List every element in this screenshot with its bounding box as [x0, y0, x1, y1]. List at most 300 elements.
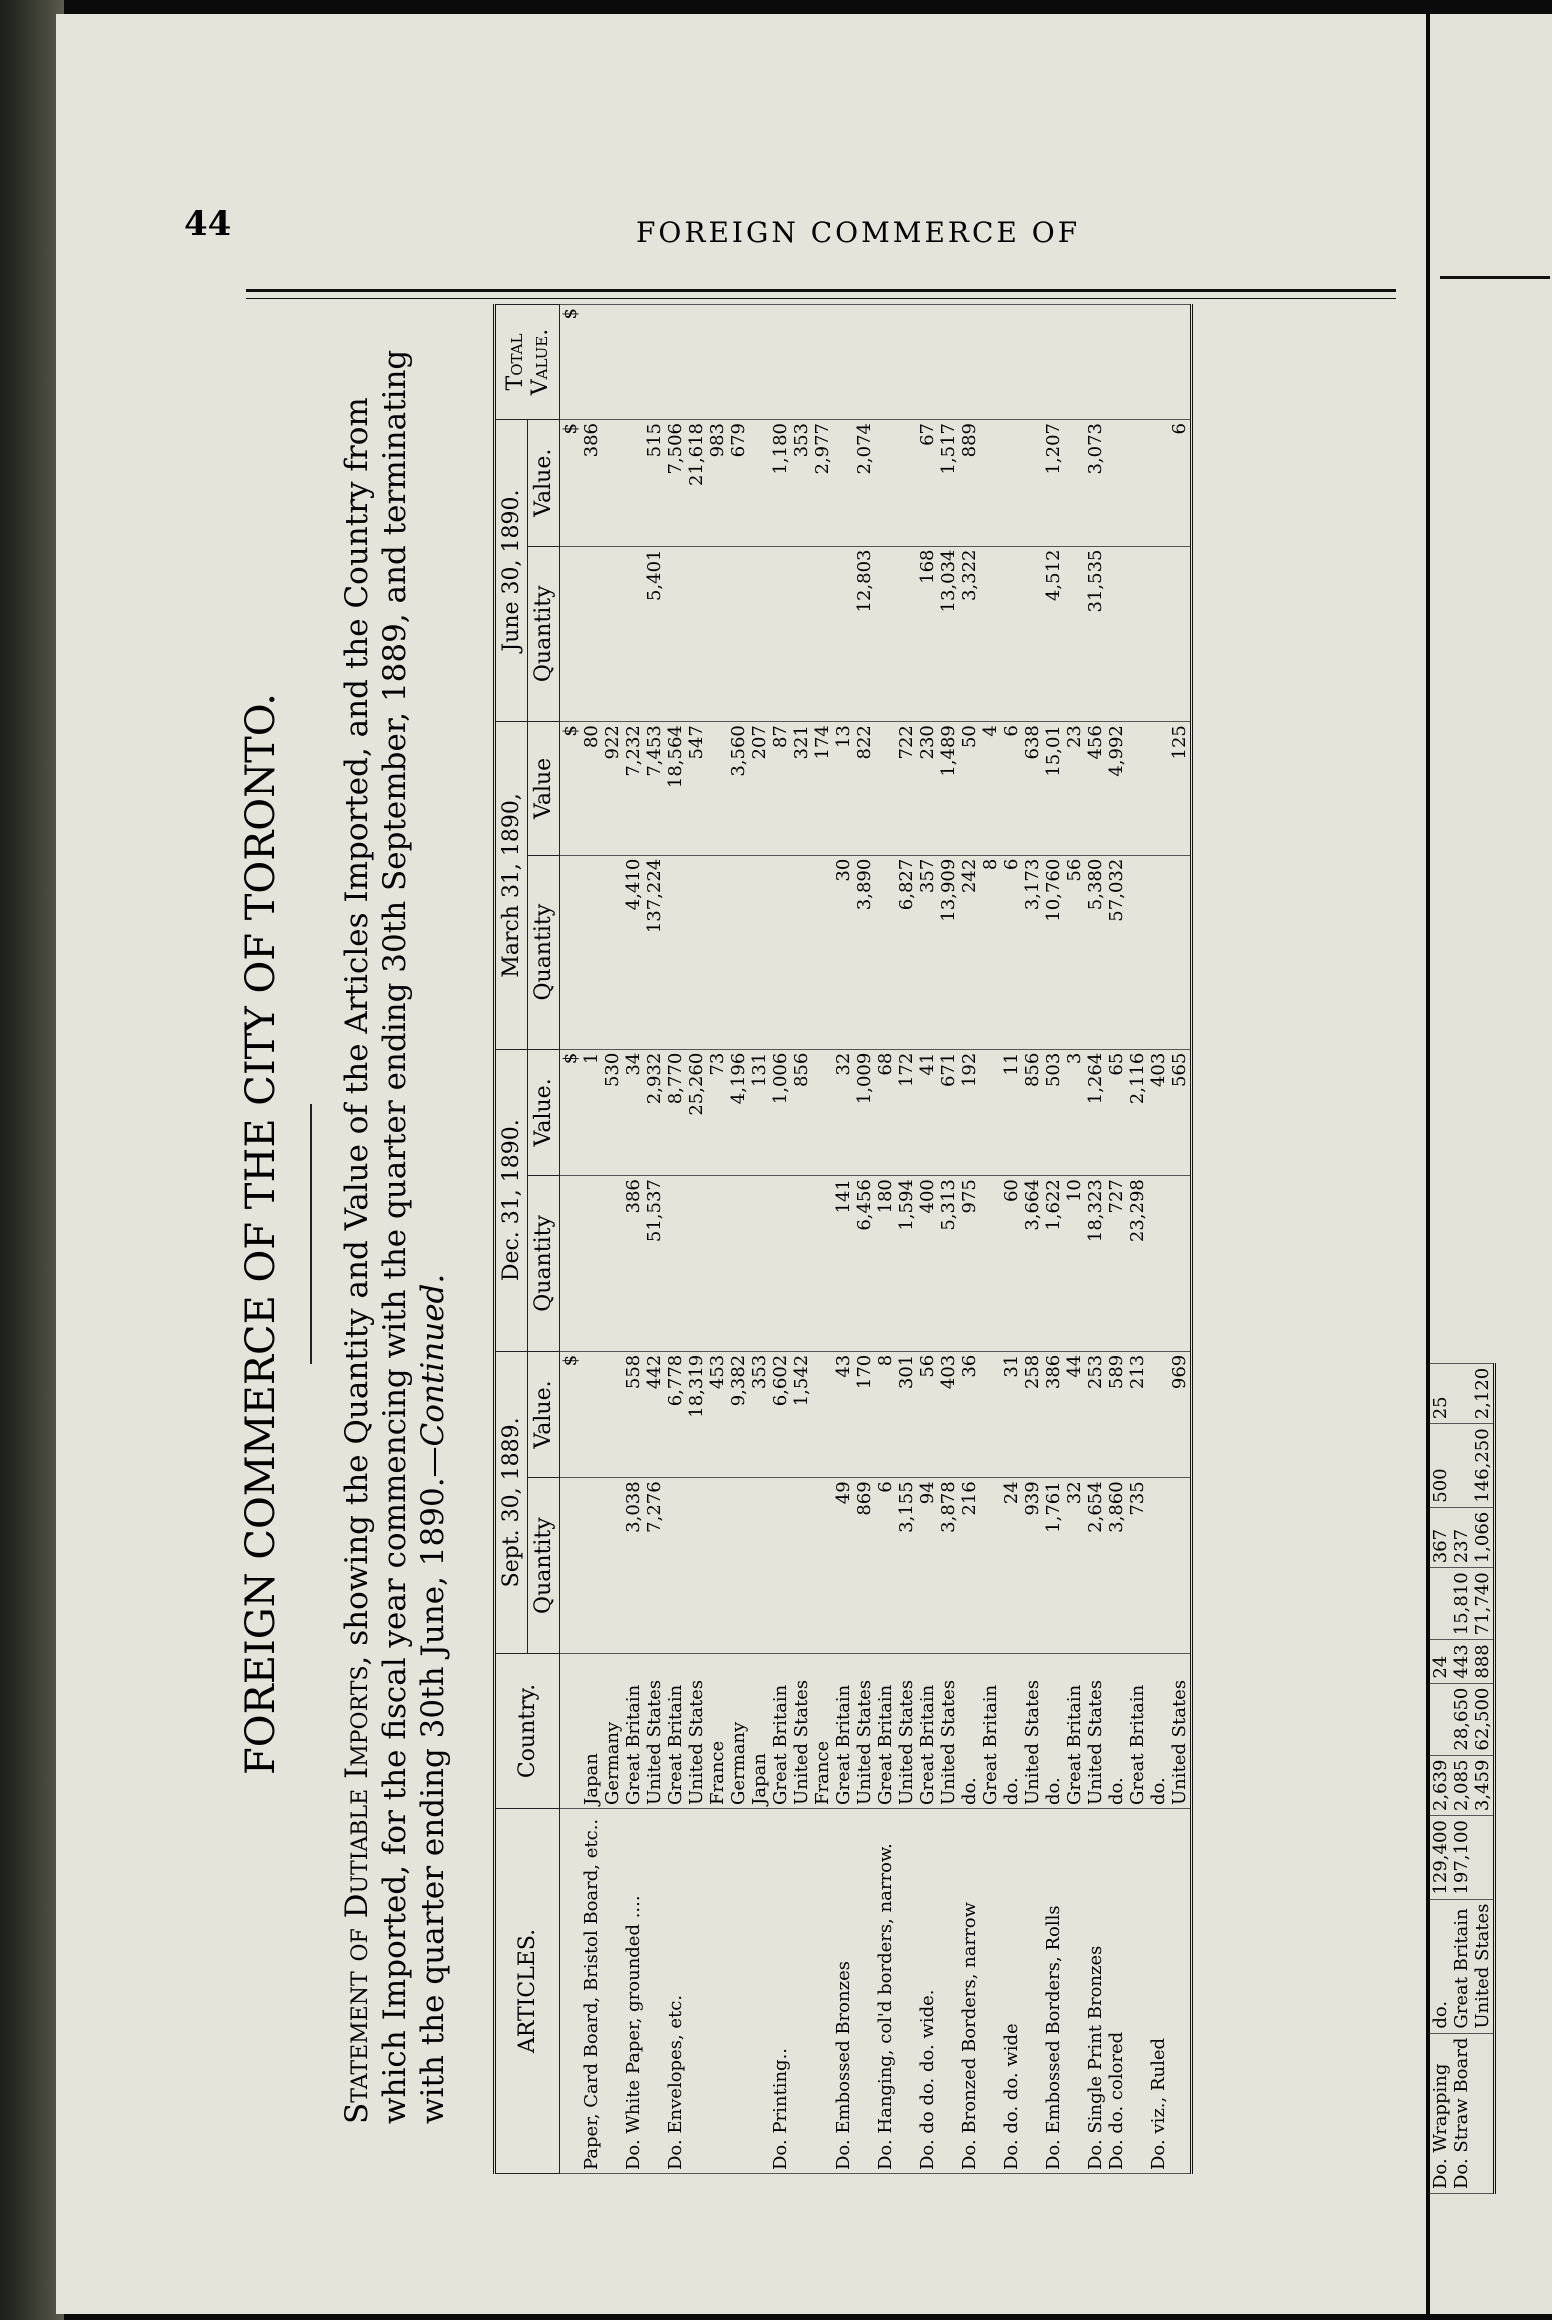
cell-q1v: 6,602: [770, 1351, 791, 1478]
cell-q4v: 6: [1169, 420, 1192, 547]
cell-q3v: 638: [1022, 722, 1043, 856]
table-row: [581, 305, 602, 2174]
cell-q1q: 7,276: [644, 1478, 665, 1654]
cell-country: do.: [1106, 1654, 1127, 1809]
cell-q1q: 3,155: [896, 1478, 917, 1654]
cell-q1q: 24: [1001, 1478, 1022, 1654]
cell-country: Great Britain: [770, 1654, 791, 1809]
cell-total: [980, 305, 1001, 420]
cell-q1q: 32: [1064, 1478, 1085, 1654]
col-articles: ARTICLES.: [495, 1809, 560, 2174]
cell-q4v: [1127, 420, 1148, 547]
cell-q1v: 213: [1127, 1351, 1148, 1478]
table-row: [665, 305, 686, 2174]
cell-q1q: [749, 1478, 770, 1654]
cell-q1q: [1148, 1478, 1169, 1654]
cell-article: Do. White Paper, grounded ....: [623, 1809, 644, 2174]
cell-q4q: [1127, 546, 1148, 722]
cell-q4q: 12,803: [854, 546, 875, 722]
cell-q4v: 386: [581, 420, 602, 547]
cell-q3v: 80: [581, 722, 602, 856]
cell-q3v: 4,992: [1106, 722, 1127, 856]
cell-q1v: 403: [938, 1351, 959, 1478]
col-q3: March 31, 1890,: [495, 722, 528, 1050]
cell-q3q: [686, 855, 707, 1049]
cell-q2v: 856: [791, 1049, 812, 1175]
cell-q4v: 515: [644, 420, 665, 547]
cell-article: [644, 1809, 665, 2174]
cell-total: [875, 305, 896, 420]
cell-q1q: [665, 1478, 686, 1654]
table-row: [917, 305, 938, 2174]
cell-q2q: 180: [875, 1176, 896, 1352]
table-row: [1106, 305, 1127, 2174]
next-page-row: [1472, 1363, 1495, 2193]
cell-country: United States: [938, 1654, 959, 1809]
cell-q3v: 18,564: [665, 722, 686, 856]
table-row: [896, 305, 917, 2174]
cell-q4q: [665, 546, 686, 722]
cell-article: [602, 1809, 623, 2174]
q2-value-header: Value.: [528, 1049, 560, 1175]
statement-lead: Statement of Dutiable Imports,: [339, 1655, 375, 2124]
table-row: [791, 305, 812, 2174]
cell-q4q: [1106, 546, 1127, 722]
cell-q1q: 3,878: [938, 1478, 959, 1654]
next-cell-q1q: 129,400: [1430, 1816, 1451, 1899]
next-cell-q4v: [1451, 1363, 1472, 1424]
cell-q2q: [749, 1176, 770, 1352]
next-cell-q2q: 28,650: [1451, 1683, 1472, 1755]
dollar-sign: $: [560, 722, 582, 856]
cell-total: [1022, 305, 1043, 420]
rotated-content: [238, 284, 1438, 2184]
next-cell-country: do.: [1430, 1899, 1451, 2033]
next-cell-q3q: 71,740: [1472, 1568, 1495, 1640]
cell-total: [707, 305, 728, 420]
cell-q2v: 25,260: [686, 1049, 707, 1175]
cell-q3q: 5,380: [1085, 855, 1106, 1049]
cell-q2q: 51,537: [644, 1176, 665, 1352]
cell-article: Do. viz., Ruled: [1148, 1809, 1169, 2174]
cell-q1v: [581, 1351, 602, 1478]
cell-q4v: [833, 420, 854, 547]
cell-q1q: 939: [1022, 1478, 1043, 1654]
next-cell-q1v: 2,085: [1451, 1755, 1472, 1816]
cell-q1v: 969: [1169, 1351, 1192, 1478]
q1-quantity-header: Quantity: [528, 1478, 560, 1654]
cell-q2q: 400: [917, 1176, 938, 1352]
cell-q3v: 125: [1169, 722, 1192, 856]
cell-article: Do. Single Print Bronzes: [1085, 1809, 1106, 2174]
cell-q4v: [896, 420, 917, 547]
running-header: FOREIGN COMMERCE OF: [636, 216, 1081, 249]
cell-q1q: 49: [833, 1478, 854, 1654]
cell-q4q: [623, 546, 644, 722]
cell-q1v: 6,778: [665, 1351, 686, 1478]
cell-total: [917, 305, 938, 420]
cell-q2v: 32: [833, 1049, 854, 1175]
cell-q1q: 735: [1127, 1478, 1148, 1654]
next-cell-q1q: [1472, 1816, 1495, 1899]
cell-article: [938, 1809, 959, 2174]
cell-q3q: 56: [1064, 855, 1085, 1049]
cell-q3v: 87: [770, 722, 791, 856]
next-page-rule: [1440, 276, 1550, 279]
cell-q1q: [602, 1478, 623, 1654]
cell-total: [1106, 305, 1127, 420]
cell-q3q: [1148, 855, 1169, 1049]
cell-q4v: 983: [707, 420, 728, 547]
cell-q2v: 3: [1064, 1049, 1085, 1175]
cell-q3q: 57,032: [1106, 855, 1127, 1049]
cell-q2q: 60: [1001, 1176, 1022, 1352]
cell-q3q: [728, 855, 749, 1049]
cell-q3q: 4,410: [623, 855, 644, 1049]
cell-q3v: 15,01: [1043, 722, 1064, 856]
cell-country: Great Britain: [980, 1654, 1001, 1809]
cell-total: [833, 305, 854, 420]
q3-value-header: Value: [528, 722, 560, 856]
cell-q4q: [1064, 546, 1085, 722]
cell-q3v: 50: [959, 722, 980, 856]
cell-q4v: [1001, 420, 1022, 547]
cell-total: [812, 305, 833, 420]
cell-total: [686, 305, 707, 420]
next-cell-q2v: 443: [1451, 1640, 1472, 1683]
next-cell-q4v: 25: [1430, 1363, 1451, 1424]
cell-q2q: [707, 1176, 728, 1352]
cell-q4v: [749, 420, 770, 547]
q3-quantity-header: Quantity: [528, 855, 560, 1049]
cell-q2q: 1,594: [896, 1176, 917, 1352]
cell-q4v: 889: [959, 420, 980, 547]
cell-article: Do. do. colored: [1106, 1809, 1127, 2174]
table-row: [728, 305, 749, 2174]
cell-article: [980, 1809, 1001, 2174]
cell-country: do.: [1043, 1654, 1064, 1809]
next-cell-country: United States: [1472, 1899, 1495, 2033]
next-page-table: [1430, 1363, 1496, 2194]
cell-total: [959, 305, 980, 420]
cell-country: do.: [1001, 1654, 1022, 1809]
cell-q1v: [1148, 1351, 1169, 1478]
cell-q1v: 253: [1085, 1351, 1106, 1478]
cell-q2q: [812, 1176, 833, 1352]
cell-article: [1064, 1809, 1085, 2174]
cell-article: Paper, Card Board, Bristol Board, etc..: [581, 1809, 602, 2174]
next-cell-q4q: 500: [1430, 1424, 1451, 1507]
cell-article: Do. Embossed Borders, Rolls: [1043, 1809, 1064, 2174]
cell-q1v: 36: [959, 1351, 980, 1478]
cell-q3v: [1127, 722, 1148, 856]
cell-q2q: [1169, 1176, 1192, 1352]
cell-q3v: 23: [1064, 722, 1085, 856]
next-cell-q3q: 15,810: [1451, 1568, 1472, 1640]
cell-q1q: [1169, 1478, 1192, 1654]
cell-q4q: [980, 546, 1001, 722]
next-cell-q3v: 367: [1430, 1507, 1451, 1568]
cell-q2v: 671: [938, 1049, 959, 1175]
cell-q4q: [812, 546, 833, 722]
q4-quantity-header: Quantity: [528, 546, 560, 722]
cell-q1q: 1,761: [1043, 1478, 1064, 1654]
cell-q1q: [707, 1478, 728, 1654]
cell-q3q: [602, 855, 623, 1049]
cell-total: [770, 305, 791, 420]
cell-total: [1148, 305, 1169, 420]
table-row: [1022, 305, 1043, 2174]
cell-country: Japan: [581, 1654, 602, 1809]
cell-q2q: [1148, 1176, 1169, 1352]
cell-country: United States: [791, 1654, 812, 1809]
cell-country: Great Britain: [1127, 1654, 1148, 1809]
cell-q3v: 7,453: [644, 722, 665, 856]
next-page-rotated: [1430, 1367, 1552, 2194]
cell-q3q: 6,827: [896, 855, 917, 1049]
cell-q2q: 975: [959, 1176, 980, 1352]
cell-article: [1022, 1809, 1043, 2174]
cell-q1v: [602, 1351, 623, 1478]
cell-total: [1043, 305, 1064, 420]
cell-q4q: [1148, 546, 1169, 722]
cell-q4v: 353: [791, 420, 812, 547]
dollar-sign: $: [560, 1351, 582, 1478]
cell-q4q: [1001, 546, 1022, 722]
cell-article: [1169, 1809, 1192, 2174]
cell-q4q: [581, 546, 602, 722]
cell-total: [854, 305, 875, 420]
cell-q3q: 10,760: [1043, 855, 1064, 1049]
cell-q4q: [728, 546, 749, 722]
cell-q1v: [980, 1351, 1001, 1478]
cell-q1v: 8: [875, 1351, 896, 1478]
cell-q1v: 589: [1106, 1351, 1127, 1478]
cell-article: [749, 1809, 770, 2174]
cell-q3v: 722: [896, 722, 917, 856]
cell-q2v: 565: [1169, 1049, 1192, 1175]
cell-q1q: [812, 1478, 833, 1654]
cell-q2v: 1,006: [770, 1049, 791, 1175]
cell-q4q: [875, 546, 896, 722]
next-cell-q4v: 2,120: [1472, 1363, 1495, 1424]
cell-article: Do. do do. do. wide.: [917, 1809, 938, 2174]
cell-q1q: 2,654: [1085, 1478, 1106, 1654]
book-page: [56, 14, 1426, 2314]
cell-q4q: 168: [917, 546, 938, 722]
cell-q2q: 6,456: [854, 1176, 875, 1352]
cell-q2q: 1,622: [1043, 1176, 1064, 1352]
cell-q4v: 67: [917, 420, 938, 547]
cell-q4v: 1,517: [938, 420, 959, 547]
cell-q2v: 172: [896, 1049, 917, 1175]
cell-q2q: [980, 1176, 1001, 1352]
cell-q2v: 2,116: [1127, 1049, 1148, 1175]
cell-total: [896, 305, 917, 420]
cell-q4v: [1148, 420, 1169, 547]
cell-article: [791, 1809, 812, 2174]
cell-country: Great Britain: [833, 1654, 854, 1809]
cell-q3v: 3,560: [728, 722, 749, 856]
cell-q3v: 6: [1001, 722, 1022, 856]
cell-q3v: 207: [749, 722, 770, 856]
cell-q4q: 13,034: [938, 546, 959, 722]
cell-q3q: 6: [1001, 855, 1022, 1049]
cell-q1q: 3,860: [1106, 1478, 1127, 1654]
cell-article: Do. Printing..: [770, 1809, 791, 2174]
imports-table: [493, 304, 1193, 2174]
cell-q3v: 174: [812, 722, 833, 856]
cell-q3v: 7,232: [623, 722, 644, 856]
table-row: [938, 305, 959, 2174]
cell-total: [1085, 305, 1106, 420]
cell-country: United States: [1085, 1654, 1106, 1809]
cell-q4v: 2,977: [812, 420, 833, 547]
cell-q1v: 301: [896, 1351, 917, 1478]
cell-q4q: 5,401: [644, 546, 665, 722]
cell-article: Do. do. do. wide: [1001, 1809, 1022, 2174]
cell-q2q: [791, 1176, 812, 1352]
cell-total: [581, 305, 602, 420]
cell-article: Do. Embossed Bronzes: [833, 1809, 854, 2174]
cell-q1q: 94: [917, 1478, 938, 1654]
table-row: [854, 305, 875, 2174]
cell-q4v: [1022, 420, 1043, 547]
q2-quantity-header: Quantity: [528, 1176, 560, 1352]
cell-q2v: 1: [581, 1049, 602, 1175]
cell-q1q: 3,038: [623, 1478, 644, 1654]
cell-country: Germany: [728, 1654, 749, 1809]
cell-q3v: [1148, 722, 1169, 856]
next-cell-q3v: 237: [1451, 1507, 1472, 1568]
cell-country: France: [812, 1654, 833, 1809]
table-row: [1148, 305, 1169, 2174]
next-page-edge: [1430, 14, 1552, 2314]
cell-q1q: 869: [854, 1478, 875, 1654]
cell-q3q: 13,909: [938, 855, 959, 1049]
cell-q3v: [707, 722, 728, 856]
cell-q2v: [980, 1049, 1001, 1175]
cell-q2v: 1,009: [854, 1049, 875, 1175]
cell-article: [707, 1809, 728, 2174]
cell-q4q: [770, 546, 791, 722]
next-cell-q4q: 146,250: [1472, 1424, 1495, 1507]
cell-q3q: 242: [959, 855, 980, 1049]
cell-q2q: [665, 1176, 686, 1352]
cell-country: Great Britain: [623, 1654, 644, 1809]
cell-q1v: 442: [644, 1351, 665, 1478]
cell-country: Japan: [749, 1654, 770, 1809]
cell-q4q: [791, 546, 812, 722]
cell-q3v: 13: [833, 722, 854, 856]
cell-q2v: 11: [1001, 1049, 1022, 1175]
cell-q1v: 43: [833, 1351, 854, 1478]
next-cell-q1v: 2,639: [1430, 1755, 1451, 1816]
cell-q2q: [728, 1176, 749, 1352]
table-row: [770, 305, 791, 2174]
cell-q3v: 547: [686, 722, 707, 856]
next-cell-country: Great Britain: [1451, 1899, 1472, 2033]
dollar-sign: $: [560, 305, 582, 420]
statement-text: [338, 324, 452, 2124]
cell-q4v: 2,074: [854, 420, 875, 547]
cell-article: [854, 1809, 875, 2174]
cell-q1v: 9,382: [728, 1351, 749, 1478]
cell-q3q: [581, 855, 602, 1049]
cell-q2q: 141: [833, 1176, 854, 1352]
cell-q2q: 18,323: [1085, 1176, 1106, 1352]
cell-q2v: 65: [1106, 1049, 1127, 1175]
cell-q3q: 3,173: [1022, 855, 1043, 1049]
cell-q2v: 68: [875, 1049, 896, 1175]
page-number: 44: [184, 204, 232, 244]
cell-country: Great Britain: [875, 1654, 896, 1809]
cell-q1q: 6: [875, 1478, 896, 1654]
cell-q3v: [875, 722, 896, 856]
cell-q4v: [602, 420, 623, 547]
next-cell-q1v: 3,459: [1472, 1755, 1495, 1816]
col-country: Country.: [495, 1654, 560, 1809]
col-total: Total Value.: [495, 305, 560, 420]
cell-q1q: [980, 1478, 1001, 1654]
cell-q4q: [1169, 546, 1192, 722]
table-row: [1085, 305, 1106, 2174]
cell-q3v: 4: [980, 722, 1001, 856]
table-row: [959, 305, 980, 2174]
cell-q1v: 56: [917, 1351, 938, 1478]
cell-q3v: 1,489: [938, 722, 959, 856]
table-row: [875, 305, 896, 2174]
table-row: [749, 305, 770, 2174]
cell-q1q: 216: [959, 1478, 980, 1654]
cell-q1v: 31: [1001, 1351, 1022, 1478]
cell-q3q: [875, 855, 896, 1049]
cell-q1v: 258: [1022, 1351, 1043, 1478]
cell-q3q: 357: [917, 855, 938, 1049]
next-cell-article: Do. Wrapping: [1430, 2033, 1451, 2193]
cell-q1q: [686, 1478, 707, 1654]
next-page-row: [1430, 1363, 1451, 2193]
cell-q4q: 31,535: [1085, 546, 1106, 722]
table-row: [812, 305, 833, 2174]
cell-total: [728, 305, 749, 420]
statement-body: showing the Quantity and Value of the Articles Imported, and the Country from which Imported, for the fiscal year commencing with the quarter ending 30th September, 1889, and terminating with the quarter ending 30th June, 1890.—: [339, 349, 451, 2124]
cell-q2v: 2,932: [644, 1049, 665, 1175]
next-cell-q2q: [1430, 1683, 1451, 1755]
cell-q2q: 3,664: [1022, 1176, 1043, 1352]
book-spine: [0, 0, 64, 2320]
cell-q2v: [812, 1049, 833, 1175]
cell-q3v: 822: [854, 722, 875, 856]
cell-q4v: 1,207: [1043, 420, 1064, 547]
cell-q3q: [665, 855, 686, 1049]
table-row: [833, 305, 854, 2174]
cell-country: Germany: [602, 1654, 623, 1809]
next-cell-article: Do. Straw Board: [1451, 2033, 1472, 2193]
cell-q2v: 530: [602, 1049, 623, 1175]
cell-total: [749, 305, 770, 420]
cell-q1q: [770, 1478, 791, 1654]
cell-q2v: 131: [749, 1049, 770, 1175]
table-body: [560, 305, 1192, 2174]
cell-q1v: 353: [749, 1351, 770, 1478]
statement-continued: Continued.: [415, 1273, 451, 1447]
cell-q3q: [812, 855, 833, 1049]
cell-country: do.: [1148, 1654, 1169, 1809]
cell-total: [938, 305, 959, 420]
cell-total: [791, 305, 812, 420]
cell-country: France: [707, 1654, 728, 1809]
